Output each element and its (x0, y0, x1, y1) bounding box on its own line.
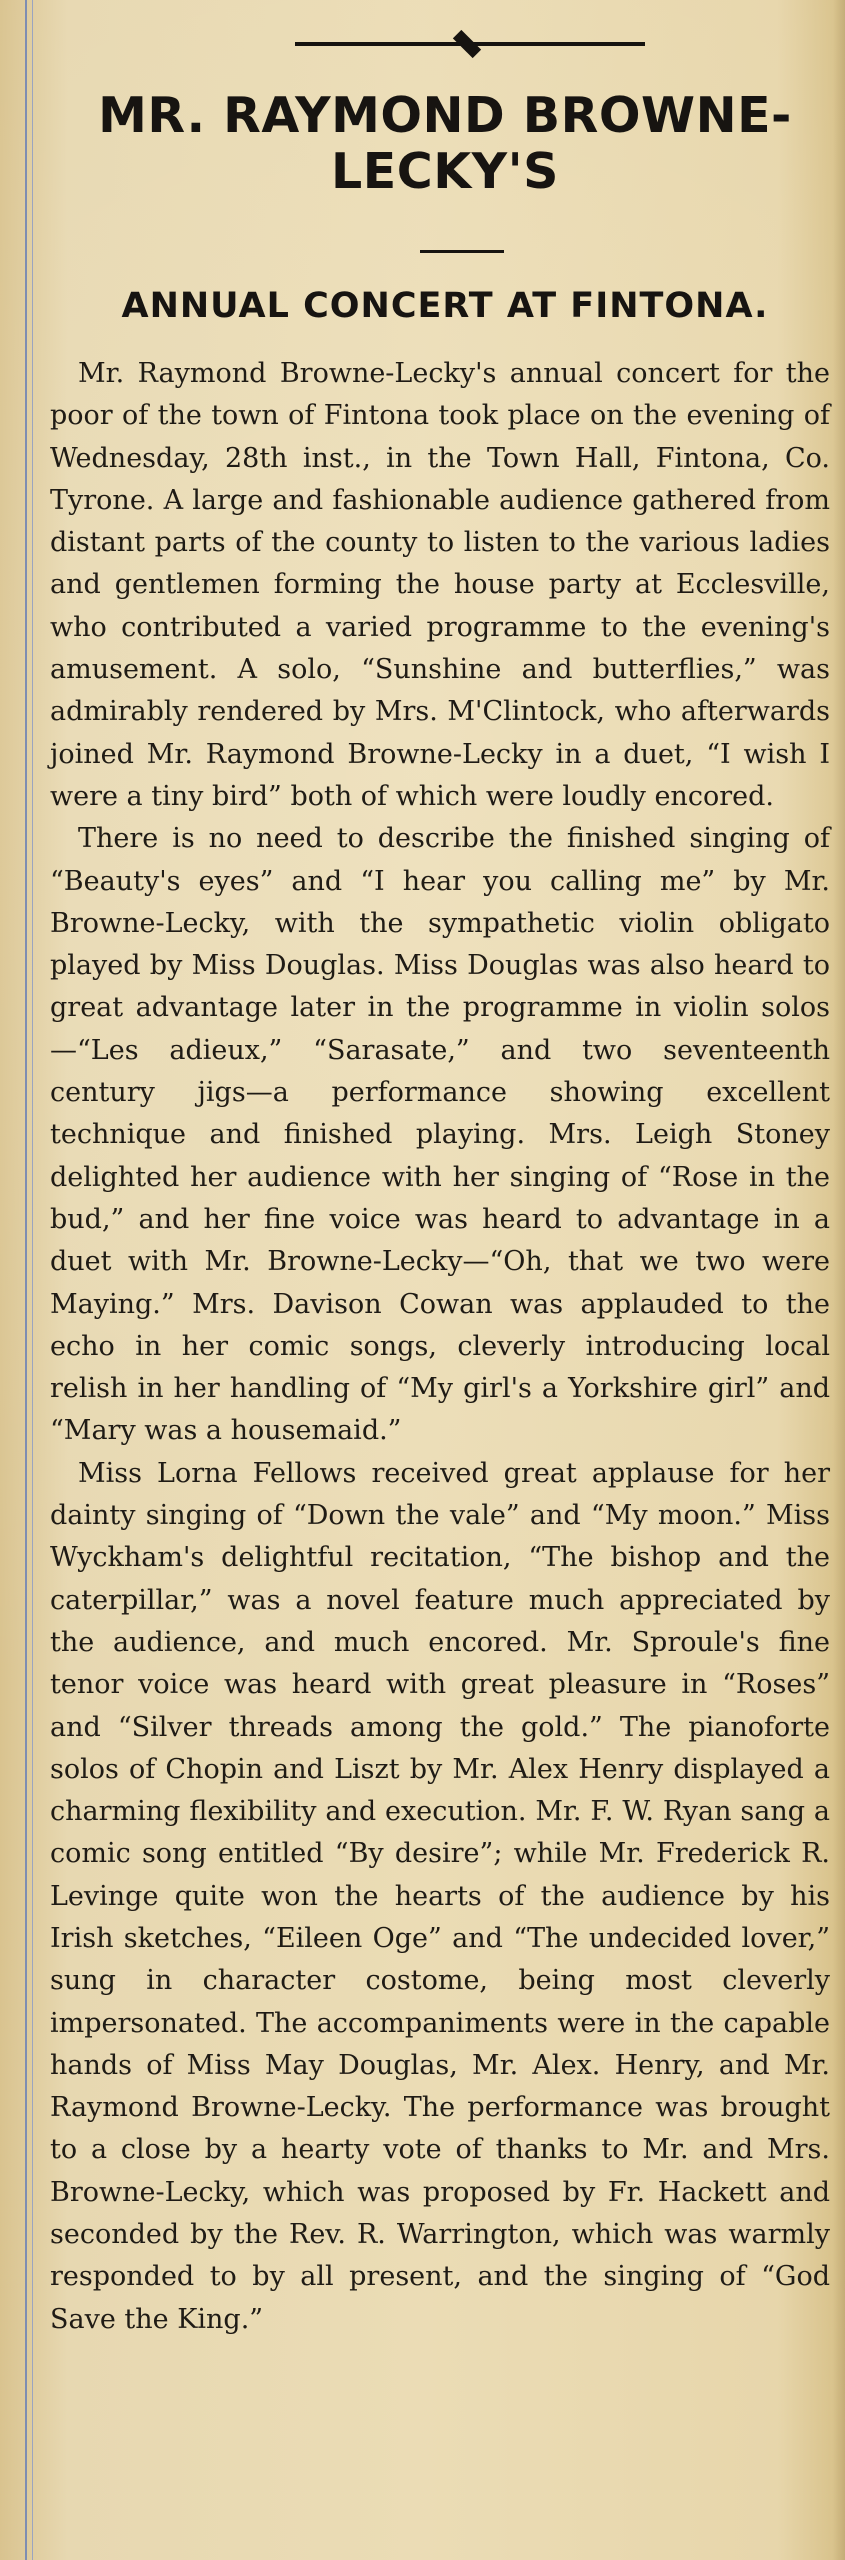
article-paragraph-3: Miss Lorna Fellows received great applause for her dainty singing of “Down the vale” and “My moon.” Miss Wyckham's delightful recitation, “The bishop and the caterpillar,” was a novel feature much appreciated by the audience, and much encored. Mr. Sproule's fine tenor voice was heard with great pleasure in “Roses” and “Silver threads among the gold.” The pianoforte solos of Chopin and Liszt by Mr. Alex Henry displayed a charming flexibility and execution. Mr. F. W. Ryan sang a comic song entitled “By desire”; while Mr. Frederick R. Levinge quite won the hearts of the audience by his Irish sketches, “Eileen Oge” and “The undecided lover,” sung in character costome, being most cleverly impersonated. The accompaniments were in the capable hands of Miss May Douglas, Mr. Alex. Henry, and Mr. Raymond Browne-Lecky. The performance was brought to a close by a hearty vote of thanks to Mr. and Mrs. Browne-Lecky, which was proposed by Fr. Hackett and seconded by the Rev. R. Warrington, which was warmly responded to by all present, and the singing of “God Save the King.” (50, 1457, 830, 2335)
article-body (50, 353, 830, 2341)
headline-divider (420, 250, 504, 253)
article-paragraph-1: Mr. Raymond Browne-Lecky's annual concert for the poor of the town of Fintona took place on the evening of Wednesday, 28th inst., in the Town Hall, Fintona, Co. Tyrone. A large and fashionable audience gathered from distant parts of the county to listen to the various ladies and gentlemen forming the house party at Ecclesville, who contributed a varied programme to the evening's amusement. A solo, “Sunshine and butterflies,” was admirably rendered by Mrs. M'Clintock, who afterwards joined Mr. Raymond Browne-Lecky in a duet, “I wish I were a tiny bird” both of which were loudly encored. (50, 358, 830, 812)
left-column-rule (25, 0, 27, 2560)
article-paragraph-2: There is no need to describe the finished singing of “Beauty's eyes” and “I hear you calling me” by Mr. Browne-Lecky, with the sympathetic violin obligato played by Miss Douglas. Miss Douglas was also heard to great advantage later in the programme in violin solos—“Les adieux,” “Sarasate,” and two seventeenth century jigs—a performance showing excellent technique and finished playing. Mrs. Leigh Stoney delighted her audience with her singing of “Rose in the bud,” and her fine voice was heard to advantage in a duet with Mr. Browne-Lecky—“Oh, that we two were Maying.” Mrs. Davison Cowan was applauded to the echo in her comic songs, cleverly introducing local relish in her handling of “My girl's a Yorkshire girl” and “Mary was a housemaid.” (50, 823, 830, 1447)
headline-line-2: LECKY'S (331, 143, 559, 200)
headline-line-1: MR. RAYMOND BROWNE- (98, 87, 792, 144)
top-ornament-rule (295, 42, 645, 46)
paper-edge-shadow (833, 0, 845, 2560)
article-subheadline: ANNUAL CONCERT AT FINTONA. (121, 286, 769, 326)
article-headline (50, 88, 840, 200)
article-column (50, 0, 840, 2560)
left-column-rule-secondary (32, 0, 33, 2560)
